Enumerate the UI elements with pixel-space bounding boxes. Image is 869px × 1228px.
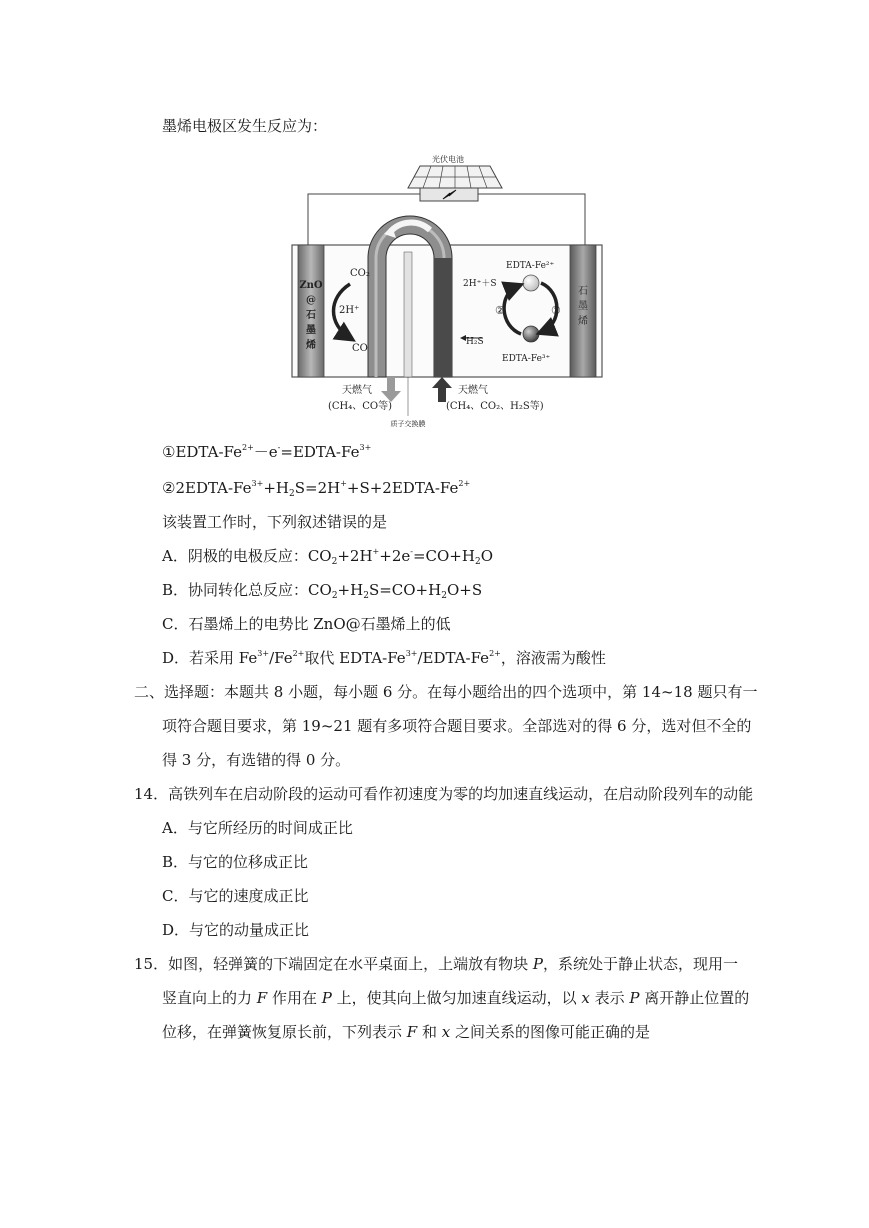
section2-line1: 二、选择题：本题共 8 小题，每小题 6 分。在每小题给出的四个选项中，第 14~18 题只有一 bbox=[134, 683, 758, 701]
q14-option-d: D．与它的动量成正比 bbox=[162, 921, 310, 939]
reaction-1: ①EDTA-$Fe^{2+}-e^-=EDTA-Fe^{3+}$ bbox=[162, 443, 372, 461]
h-s-label: 2H⁺＋S bbox=[463, 279, 497, 289]
q14-stem: 14．高铁列车在启动阶段的运动可看作初速度为零的均加速直线运动，在启动阶段列车的动能 bbox=[134, 785, 754, 803]
section2-line2: 项符合题目要求，第 19~21 题有多项符合题目要求。全部选对的得 6 分，选对但不全的 bbox=[162, 717, 752, 735]
electrolysis-diagram bbox=[280, 148, 616, 432]
membrane-label: 质子交换膜 bbox=[390, 420, 426, 428]
gas-out-detail: (CH₄、CO等) bbox=[328, 401, 393, 412]
svg-text:墨: 墨 bbox=[306, 325, 316, 336]
edta-fe2-label: EDTA-Fe²⁺ bbox=[506, 261, 555, 271]
question-stem: 该装置工作时，下列叙述错误的是 bbox=[162, 513, 388, 531]
edta-fe3-label: EDTA-Fe³⁺ bbox=[502, 354, 551, 364]
q15-line1: 15．如图，轻弹簧的下端固定在水平桌面上，上端放有物块 P，系统处于静止状态，现用一 bbox=[134, 955, 738, 973]
option-a: A．阴极的电极反应：$CO_2+2H^++2e^-=CO+H_2O$ bbox=[162, 547, 493, 567]
svg-text:ZnO: ZnO bbox=[299, 280, 323, 291]
h2s-label: H₂S bbox=[466, 337, 484, 347]
gas-in-label: 天燃气 bbox=[458, 385, 488, 396]
right-electrode-label bbox=[578, 285, 588, 327]
fe3-ball-icon bbox=[523, 326, 539, 342]
option-d: D．若采用 $Fe^{3+}/Fe^{2+}$取代 EDTA-$Fe^{3+}/EDTA-Fe^{2+}$，溶液需为酸性 bbox=[162, 649, 606, 667]
circle1-label: ① bbox=[551, 304, 561, 317]
circle2-label: ② bbox=[495, 304, 505, 317]
intro-line: 墨烯电极区发生反应为： bbox=[162, 117, 328, 135]
svg-text:石: 石 bbox=[306, 310, 316, 321]
co2-label: CO₂ bbox=[350, 268, 370, 279]
reaction-2: $②2EDTA-Fe^{3+}+H_2S=2H^++S+2EDTA-Fe^{2+}$ bbox=[162, 479, 471, 499]
option-b: B．协同转化总反应：$CO_2+H_2S=CO+H_2O+S$ bbox=[162, 581, 483, 601]
solar-panel-icon bbox=[408, 166, 502, 201]
svg-text:墨: 墨 bbox=[578, 301, 588, 312]
svg-text:石: 石 bbox=[578, 286, 588, 297]
q14-option-a: A．与它所经历的时间成正比 bbox=[162, 819, 353, 837]
fe2-ball-icon bbox=[523, 275, 539, 291]
gas-out-label: 天燃气 bbox=[342, 385, 372, 396]
membrane-pipe bbox=[368, 216, 452, 377]
solar-label: 光伏电池 bbox=[432, 155, 464, 164]
h-plus-label: 2H⁺ bbox=[339, 305, 360, 316]
gas-in-detail: (CH₄、CO₂、H₂S等) bbox=[446, 401, 544, 412]
co-label: CO bbox=[352, 343, 368, 354]
q14-option-b: B．与它的位移成正比 bbox=[162, 853, 309, 871]
q14-option-c: C．与它的速度成正比 bbox=[162, 887, 309, 905]
gas-out-arrow-icon bbox=[381, 377, 401, 402]
svg-text:烯: 烯 bbox=[306, 340, 316, 351]
gas-in-arrow-icon bbox=[432, 377, 452, 402]
svg-text:烯: 烯 bbox=[578, 316, 588, 327]
q15-line2: 竖直向上的力 F 作用在 P 上，使其向上做匀加速直线运动，以 x 表示 P 离开静止位置的 bbox=[162, 989, 750, 1007]
option-c: C．石墨烯上的电势比 ZnO@石墨烯上的低 bbox=[162, 615, 451, 633]
section2-line3: 得 3 分，有选错的得 0 分。 bbox=[162, 751, 351, 769]
svg-text:@: @ bbox=[306, 295, 316, 306]
q15-line3: 位移，在弹簧恢复原长前，下列表示 F 和 x 之间关系的图像可能正确的是 bbox=[162, 1023, 650, 1041]
